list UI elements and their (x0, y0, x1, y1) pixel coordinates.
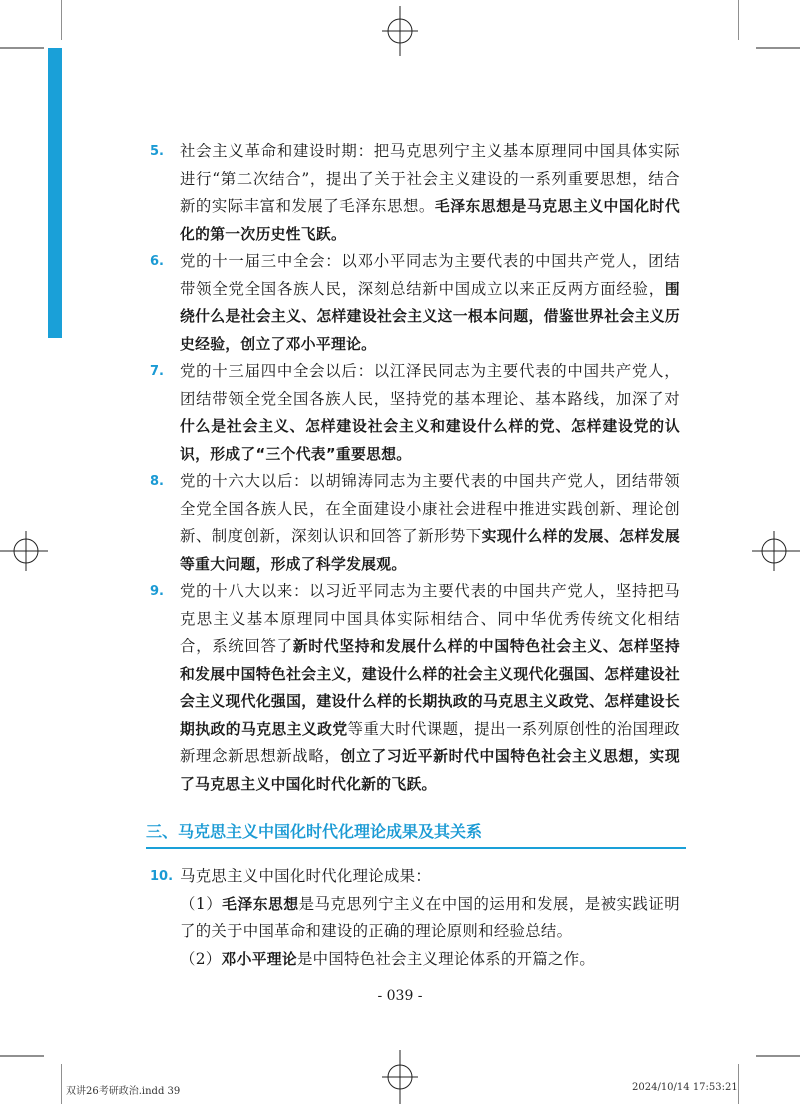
bold-text: 什么是社会主义、怎样建设社会主义和建设什么样的党、怎样建设党的认识，形成了“三个代表”重要思想。 (180, 418, 680, 463)
item-number: 8. (150, 474, 164, 489)
item-text: 马克思主义中国化时代化理论成果： (180, 867, 432, 885)
registration-mark-bottom (380, 1050, 420, 1104)
item-text (180, 468, 680, 578)
footer-timestamp: 2024/10/14 17:53:21 (632, 1082, 738, 1093)
list-item-8 (150, 468, 680, 578)
bold-text: 毛泽东思想是马克思主义中国化时代化的第一次历史性飞跃。 (180, 198, 680, 243)
item-text (180, 138, 680, 248)
crop-mark-top-right (738, 0, 800, 52)
registration-mark-right (752, 526, 800, 576)
sub-prefix: （1） (180, 894, 223, 913)
footer-file-name: 双讲26考研政治.indd 39 (66, 1086, 181, 1097)
side-color-bar (48, 48, 62, 338)
text-segment: 等重大时代课题，提出一系列原创性的治国理政新理念新思想新战略， (180, 719, 680, 765)
list-item-9 (150, 578, 680, 798)
registration-mark-top (380, 6, 420, 56)
text-segment: 社会主义革命和建设时期：把马克思列宁主义基本原理同中国具体实际进行“第二次结合”，提出了关于社会主义建设的一系列重要思想，结合新的实际丰富和发展了毛泽东思想。 (180, 142, 680, 215)
list-item-10 (150, 863, 680, 891)
bold-text: 创立了习近平新时代中国特色社会主义思想，实现了马克思主义中国化时代化新的飞跃。 (180, 748, 680, 793)
item-text (180, 248, 680, 358)
crop-mark-top-left (0, 0, 62, 52)
bold-text: 围绕什么是社会主义、怎样建设社会主义这一根本问题，借鉴世界社会主义历史经验，创立了邓小平理论。 (180, 280, 680, 353)
numbered-list (150, 138, 680, 798)
bold-text: 实现什么样的发展、怎样发展等重大问题，形成了科学发展观。 (180, 528, 680, 573)
item-number: 10. (150, 869, 174, 884)
list-item-7 (150, 358, 680, 468)
sub-bold: 毛泽东思想 (222, 895, 299, 913)
text-segment: 党的十八大以来：以习近平同志为主要代表的中国共产党人，坚持把马克思主义基本原理同中国具体实际相结合、同中华优秀传统文化相结合，系统回答了 (180, 582, 680, 655)
item-number: 7. (150, 364, 164, 379)
list-item-5 (150, 138, 680, 248)
sub-prefix: （2） (180, 949, 222, 968)
list-item-6 (150, 248, 680, 358)
item-number: 6. (150, 254, 164, 269)
item-number: 5. (150, 144, 164, 159)
item-text (180, 358, 680, 468)
section-heading: 三、马克思主义中国化时代化理论成果及其关系 (146, 820, 686, 849)
bold-text: 新时代坚持和发展什么样的中国特色社会主义、怎样坚持和发展中国特色社会主义，建设什么样的社会主义现代化强国、怎样建设社会主义现代化强国，建设什么样的长期执政的马克思主义政党、怎样建设长期执政的马克思主义政党 (180, 638, 680, 738)
sub-rest: 是马克思列宁主义在中国的运用和发展，是被实践证明了的关于中国革命和建设的正确的理论原则和经验总结。 (180, 894, 680, 940)
sub-item-1 (180, 891, 680, 946)
page-content (146, 138, 680, 973)
item-number: 9. (150, 584, 164, 599)
registration-mark-left (0, 526, 48, 576)
page-number: - 039 - (377, 988, 423, 1004)
crop-mark-bottom-left (0, 1052, 62, 1104)
text-segment: 党的十三届四中全会以后：以江泽民同志为主要代表的中国共产党人，团结带领全党全国各族人民，坚持党的基本理论、基本路线，加深了对 (180, 362, 680, 408)
crop-mark-bottom-right (738, 1052, 800, 1104)
sub-rest: 是中国特色社会主义理论体系的开篇之作。 (296, 949, 596, 968)
text-segment: 党的十六大以后：以胡锦涛同志为主要代表的中国共产党人，团结带领全党全国各族人民，在全面建设小康社会进程中推进实践创新、理论创新、制度创新，深刻认识和回答了新形势下 (180, 472, 680, 545)
sub-bold: 邓小平理论 (221, 950, 297, 968)
sub-item-2 (180, 946, 680, 974)
item-text (180, 578, 680, 798)
text-segment: 党的十一届三中全会：以邓小平同志为主要代表的中国共产党人，团结带领全党全国各族人民，深刻总结新中国成立以来正反两方面经验， (180, 252, 680, 298)
